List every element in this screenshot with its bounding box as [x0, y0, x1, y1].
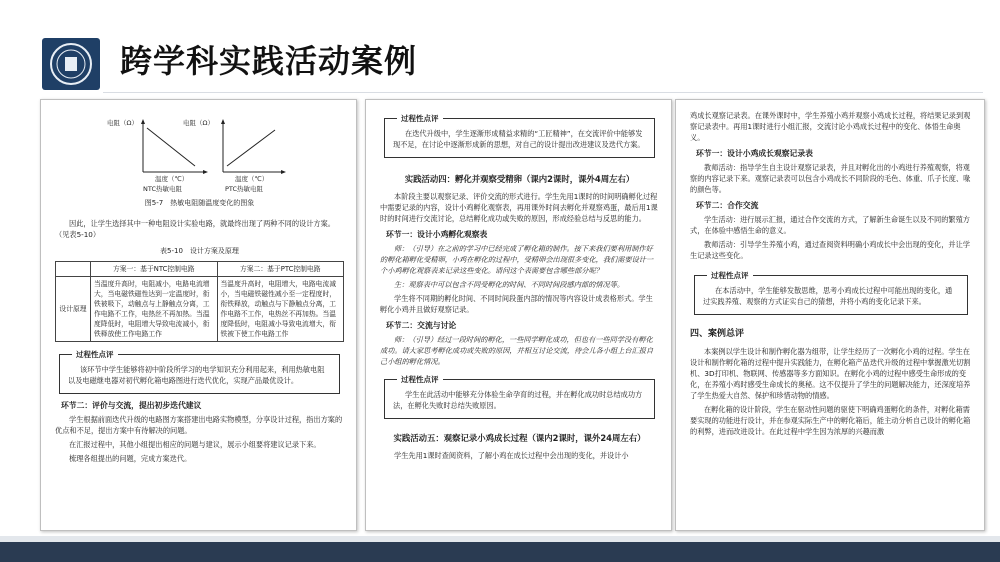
- paragraph: 因此，让学生选择其中一种电阻设计实验电路，就最终出现了两种不同的设计方案。（见表5-10）: [55, 219, 335, 239]
- process-comment-box: [59, 350, 340, 394]
- paragraph: 师：（引导）在之前的学习中已经完成了孵化箱的制作。接下来我们要利用制作好的孵化箱孵化受精卵，小鸡在孵化的过程中，受精卵会出现很多变化，我们需要设计一个小鸡孵化观察表来记录这些变化。请问这个表需要包含哪些部分呢？: [380, 244, 654, 275]
- table-head-plan2: 方案二：基于PTC控制电路: [217, 262, 344, 277]
- box-title: 过程性点评: [707, 270, 753, 281]
- paragraph: 本案例以学生设计和制作孵化器为组带，让学生经历了一次孵化小鸡的过程。学生在设计和制作孵化箱的过程中提升实践能力，在孵化箱产品迭代升级的过程中掌握激光切割机、3D打印机、物联网、传感器等多方面知识。在孵化小鸡的过程中感受生命形成的变化，在养殖小鸡时感受生命成长的奥秘。这不仅提升了学生的问题解决能力，还深度培养了学生热爱大自然、保护和珍惜动物的情感。: [690, 347, 971, 400]
- ptc-ylabel: 电阻（Ω）: [183, 119, 214, 127]
- summary-heading: 四、案例总评: [690, 329, 745, 339]
- table-head-plan1: 方案一：基于NTC控制电路: [91, 262, 218, 277]
- document-page-3[interactable]: [675, 99, 985, 531]
- ntc-curve: [147, 128, 195, 166]
- paragraph: 生：观察表中可以包含不同受孵化的时间、不同时间段感内部的情况等。: [394, 280, 625, 289]
- box-text: 学生在此活动中能够充分体验生命孕育的过程，并在孵化成功时总结成功方法，在孵化失败时总结失败原因。: [393, 390, 643, 410]
- emblem-icon: [48, 41, 94, 87]
- paragraph: 学生先用1课时查阅资料，了解小鸡在成长过程中会出现的变化，并设计小: [394, 451, 629, 460]
- figure-caption: 图5-7 热敏电阻随温度变化的图象: [144, 199, 255, 207]
- table-row-label: 设计原理: [56, 277, 91, 342]
- paragraph: 学生根据前面迭代升级的电路图方案搭建出电路实物模型，分享设计过程，指出方案的优点和不足，提出方案中有待解决的问题。: [55, 415, 343, 435]
- page-title: 跨学科实践活动案例: [120, 42, 418, 80]
- section-heading: 环节二：合作交流: [696, 201, 759, 210]
- table-cell: 当温度升高时，电阻增大，电路电流减小，当电磁铁磁性减小至一定程度时，衔铁释放，动触点与下静触点分离，工作电路不工作，电热丝不再加热。当温度降低时，电阻减小导致电流增大，衔铁被下使工作电路工作: [217, 277, 344, 342]
- paragraph: 鸡成长观察记录表。在课外课时中，学生养殖小鸡并观察小鸡成长过程，将结果记录到观察记录表中。再用1课时进行小组汇报，交流讨论小鸡成长过程中的变化、体悟生命奥义。: [690, 111, 971, 142]
- footer-bar: [0, 542, 1000, 562]
- paragraph: 学生将不同期的孵化时间、不同时间段蛋内部的情况等内容设计成表格形式。学生孵化小鸡并且做好观察记录。: [380, 294, 653, 314]
- ntc-name: NTC热敏电阻: [143, 185, 182, 193]
- box-title: 过程性点评: [72, 349, 118, 360]
- section-heading: 环节一：设计小鸡成长观察记录表: [696, 149, 813, 158]
- box-text: 在本活动中，学生能够发散思维，思考小鸡成长过程中可能出现的变化，通过实践养殖、观察的方式证实自己的猜想，并将小鸡的变化记录下来。: [703, 286, 953, 306]
- ptc-xlabel: 温度（℃）: [235, 175, 269, 183]
- paragraph: 教师活动：指导学生自主设计观察记录表，并且对孵化出的小鸡进行养殖观察，将观察的内容记录下来。观察记录表可以包含小鸡成长不同阶段的毛色、体重、爪子长度、喙的颜色等。: [690, 163, 971, 194]
- paragraph: 教师活动：引导学生养殖小鸡，通过查阅资料明确小鸡成长中会出现的变化，并让学生记录这些变化。: [690, 240, 970, 260]
- section-heading: 环节二：交流与讨论: [386, 321, 457, 330]
- process-comment-box: [384, 114, 655, 158]
- box-text: 该环节中学生能够将初中阶段所学习的电学知识充分利用起来，利用热敏电阻以及电磁继电器对初代孵化箱电路图进行迭代优化，实现产品最优设计。: [68, 365, 325, 385]
- paragraph: 本阶段主要以观察记录、评价交流的形式进行。学生先用1课时的时间明确孵化过程中需要记录的内容，设计小鸡孵化观察表，再用课外时间去孵化并观察鸡蛋，最后用1课时的时间进行交流讨论，总结孵化成功或失败的原因，形成经验总结与反思的能力。: [380, 192, 658, 223]
- table-cell: 当温度升高时，电阻减小，电路电流增大，当电磁铁磁性达到一定温度时，衔铁被吸下，动触点与上静触点分离，工作电路不工作，电热丝不再加热。当温度降低时，电阻增大导致电流减小，衔铁释放使工作电路工作: [91, 277, 218, 342]
- section-heading: 环节一：设计小鸡孵化观察表: [386, 230, 488, 239]
- design-table: [55, 261, 344, 342]
- paragraph: 梳理各组提出的问题，完成方案迭代。: [69, 454, 192, 463]
- document-page-2[interactable]: [365, 99, 672, 531]
- table-caption: 表5-10 设计方案及原理: [160, 247, 239, 255]
- activity-heading: 实践活动五：观察记录小鸡成长过程（课内2课时，课外24周左右）: [393, 433, 646, 443]
- process-comment-box: [384, 375, 655, 419]
- paragraph: 在孵化箱的设计阶段，学生在驱动性问题的驱使下明确鸡蛋孵化的条件，对孵化箱需要实现的功能进行设计，并在参观实际生产中的孵化箱后，能主动分析自己设计的孵化箱的利弊，进而改进设计。在此过程中学生因为浓厚的兴趣而激: [690, 405, 971, 436]
- box-text: 在迭代升级中，学生逐渐形成精益求精的“工匠精神”，在交流评价中能够发现不足，在讨论中逐渐形成新的思想，对自己的设计提出改进建议及迭代方案。: [393, 129, 645, 149]
- box-title: 过程性点评: [397, 374, 443, 385]
- title-divider: [103, 92, 983, 93]
- box-title: 过程性点评: [397, 113, 443, 124]
- ptc-name: PTC热敏电阻: [225, 185, 264, 193]
- school-logo: [42, 38, 100, 90]
- paragraph: 师：（引导）经过一段时间的孵化，一些同学孵化成功，但也有一些同学没有孵化成功。请大家思考孵化成功或失败的原因，并相互讨论交流，待会儿各小组上台汇报自己小组的孵化情况。: [380, 335, 654, 366]
- ntc-xlabel: 温度（℃）: [155, 175, 189, 183]
- document-page-1[interactable]: [40, 99, 357, 531]
- ptc-curve: [227, 130, 275, 166]
- paragraph: 学生活动：进行展示汇报，通过合作交流的方式，了解新生命诞生以及不同的繁殖方式，在体验中感悟生命的意义。: [690, 215, 970, 235]
- ntc-ylabel: 电阻（Ω）: [107, 119, 138, 127]
- section-heading: 环节二：评价与交流，提出初步迭代建议: [61, 401, 202, 410]
- process-comment-box: [694, 271, 968, 315]
- activity-heading: 实践活动四：孵化并观察受精卵（课内2课时，课外4周左右）: [404, 174, 635, 184]
- paragraph: 在汇报过程中，其他小组提出相应的问题与建议，展示小组要将建议记录下来。: [69, 440, 321, 449]
- thermistor-figure: [55, 110, 344, 210]
